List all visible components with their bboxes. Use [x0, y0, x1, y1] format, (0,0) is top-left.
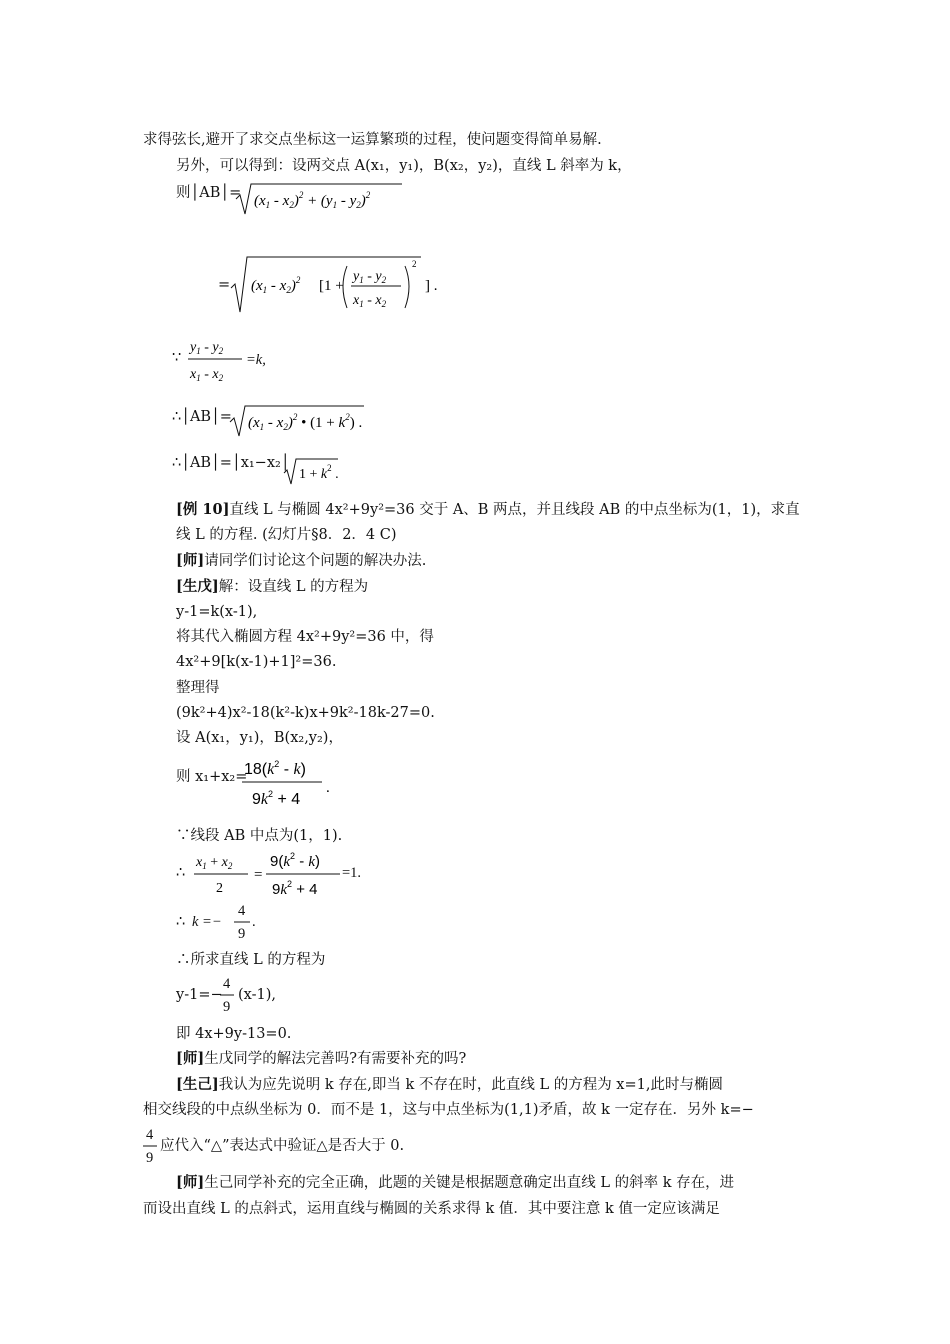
- fraction-bar: [234, 921, 254, 923]
- fraction-bar: [143, 1145, 161, 1147]
- formula-lead: ∵: [172, 350, 182, 366]
- student-line: [176, 578, 368, 596]
- formula-lead: 则 x₁+x₂=: [176, 769, 248, 785]
- paragraph-text: ∵线段 AB 中点为(1，1).: [176, 828, 343, 844]
- speaker-tag: [师]: [176, 1174, 205, 1191]
- paragraph-text: ∴所求直线 L 的方程为: [176, 952, 326, 968]
- fraction-denominator: 9: [223, 999, 231, 1015]
- formula-lead: 则│AB│=: [176, 185, 242, 201]
- speaker-tag: [师]: [176, 552, 205, 569]
- speaker-text: 解：设直线 L 的方程为: [218, 579, 369, 595]
- formula-text: (x-1),: [238, 987, 276, 1003]
- fraction-denominator: 9: [238, 926, 246, 942]
- formula-sum-roots: [240, 754, 336, 810]
- formula-text: .: [252, 914, 256, 930]
- speaker-tag: [生戊]: [176, 578, 219, 595]
- formula-lead: ∴: [176, 914, 186, 930]
- formula-lead: ∴: [176, 865, 186, 881]
- formula-sqrt-distance: [234, 181, 404, 217]
- formula-text: =k,: [246, 352, 266, 368]
- formula-text: =1.: [342, 865, 362, 881]
- formula-lead: ∴│AB│=│x₁−x₂│: [172, 455, 290, 471]
- svg-text:y1 - y2: $y_1 - y_2$: [353, 269, 387, 285]
- speaker-tag: [生己]: [176, 1076, 219, 1093]
- speaker-tag: [师]: [176, 1050, 205, 1067]
- paragraph-text: 将其代入椭圆方程 4x²+9y²=36 中，得: [176, 629, 434, 645]
- formula-sqrt-1-k2: [282, 456, 346, 486]
- svg-text:9(k2 - k): $9(k^2 - k)$: [270, 851, 321, 870]
- svg-text:x1 + x2: $x_1 + x_2$: [196, 855, 233, 871]
- equation-line: 即 4x+9y-13=0.: [176, 1026, 292, 1042]
- svg-text:2: 2: [412, 259, 417, 269]
- svg-text:1 + k2 .: $1 + k^2$ .: [299, 463, 339, 482]
- teacher-line: [176, 1174, 734, 1192]
- paragraph-text: 求得弦长,避开了求交点坐标这一运算繁琐的过程，使问题变得简单易解.: [143, 132, 602, 148]
- paragraph-text: 而设出直线 L 的点斜式，运用直线与椭圆的关系求得 k 值．其中要注意 k 值一定应该满足: [143, 1201, 720, 1217]
- svg-text:=: =: [254, 867, 263, 883]
- speaker-text: 生己同学补充的完全正确，此题的关键是根据题意确定出直线 L 的斜率 k 存在，进: [204, 1175, 735, 1191]
- svg-text:9k2 + 4: $9k^2 + 4$: [272, 879, 318, 898]
- teacher-line: [176, 1050, 466, 1068]
- formula-lead: =: [218, 277, 231, 293]
- fraction-numerator: 4: [238, 903, 246, 919]
- speaker-text: 我认为应先说明 k 存在,即当 k 不存在时，此直线 L 的方程为 x=1,此时与椭圆: [218, 1077, 723, 1093]
- svg-text:9k2 + 4: $9k^2 + 4$: [252, 789, 301, 808]
- equation-line: 4x²+9[k(x-1)+1]²=36.: [176, 654, 337, 670]
- fraction-numerator: 4: [223, 976, 231, 992]
- paragraph-text: 线 L 的方程. (幻灯片§8．2．4 C): [176, 527, 397, 543]
- speaker-text: 生戊同学的解法完善吗?有需要补充的吗?: [204, 1051, 467, 1067]
- svg-text:[1 +: [1 +: [319, 278, 344, 294]
- svg-text:(x1 - x2)2 • (1 + k2) .: $(x_1 - x_2)^2$ • $(1 + k^2)$ .: [248, 412, 363, 432]
- example-text: 直线 L 与椭圆 4x²+9y²=36 交于 A、B 两点，并且线段 AB 的中点坐标为(1，1)，求直: [229, 502, 800, 518]
- speaker-text: 请同学们讨论这个问题的解决办法.: [204, 553, 427, 569]
- example-10-line: [176, 501, 800, 519]
- svg-text:x1 - x2: $x_1 - x_2$: [190, 367, 224, 383]
- equation-line: y-1=k(x-1),: [176, 604, 258, 620]
- fraction-bar: [220, 994, 238, 996]
- paragraph-text: 相交线段的中点纵坐标为 0．而不是 1，这与中点坐标为(1,1)矛盾，故 k 一定存在．另外 k=−: [143, 1102, 754, 1118]
- fraction-numerator: 4: [146, 1127, 154, 1143]
- formula-slope-k: [186, 334, 286, 384]
- formula-text: k =−: [192, 914, 222, 930]
- formula-lead: y-1=−: [176, 987, 223, 1003]
- svg-text:y1 - y2: $y_1 - y_2$: [190, 340, 224, 356]
- paragraph-text: 整理得: [176, 680, 220, 696]
- formula-sqrt-expanded: [229, 252, 444, 314]
- example-tag: [例 10]: [176, 501, 230, 518]
- formula-lead: ∴│AB│=: [172, 409, 232, 425]
- svg-text:2: 2: [216, 881, 223, 896]
- teacher-line: [176, 552, 426, 570]
- svg-text:.: .: [326, 780, 330, 796]
- fraction-denominator: 9: [146, 1150, 154, 1166]
- svg-text:] .: ] .: [425, 278, 438, 294]
- svg-text:x1 - x2: $x_1 - x_2$: [353, 293, 387, 309]
- formula-sqrt-k: [228, 402, 373, 438]
- svg-text:(x1 - x2)2 + (y1 - y2)2: $(x_1 - x_2)^2 + (y_1 - y_2)^2$: [254, 190, 371, 210]
- equation-line: (9k²+4)x²-18(k²-k)x+9k²-18k-27=0.: [176, 705, 435, 721]
- svg-text:(x1 - x2)2: $(x_1 - x_2)^2$: [251, 275, 301, 295]
- paragraph-text: 另外，可以得到：设两交点 A(x₁，y₁)，B(x₂，y₂)，直线 L 斜率为 k，: [176, 158, 632, 174]
- paragraph-text: 应代入“△”表达式中验证△是否大于 0.: [160, 1138, 405, 1154]
- svg-text:18(k2 - k): $18(k^2 - k)$: [244, 759, 306, 778]
- student-line: [176, 1076, 723, 1094]
- paragraph-text: 设 A(x₁，y₁)，B(x₂,y₂)，: [176, 730, 343, 746]
